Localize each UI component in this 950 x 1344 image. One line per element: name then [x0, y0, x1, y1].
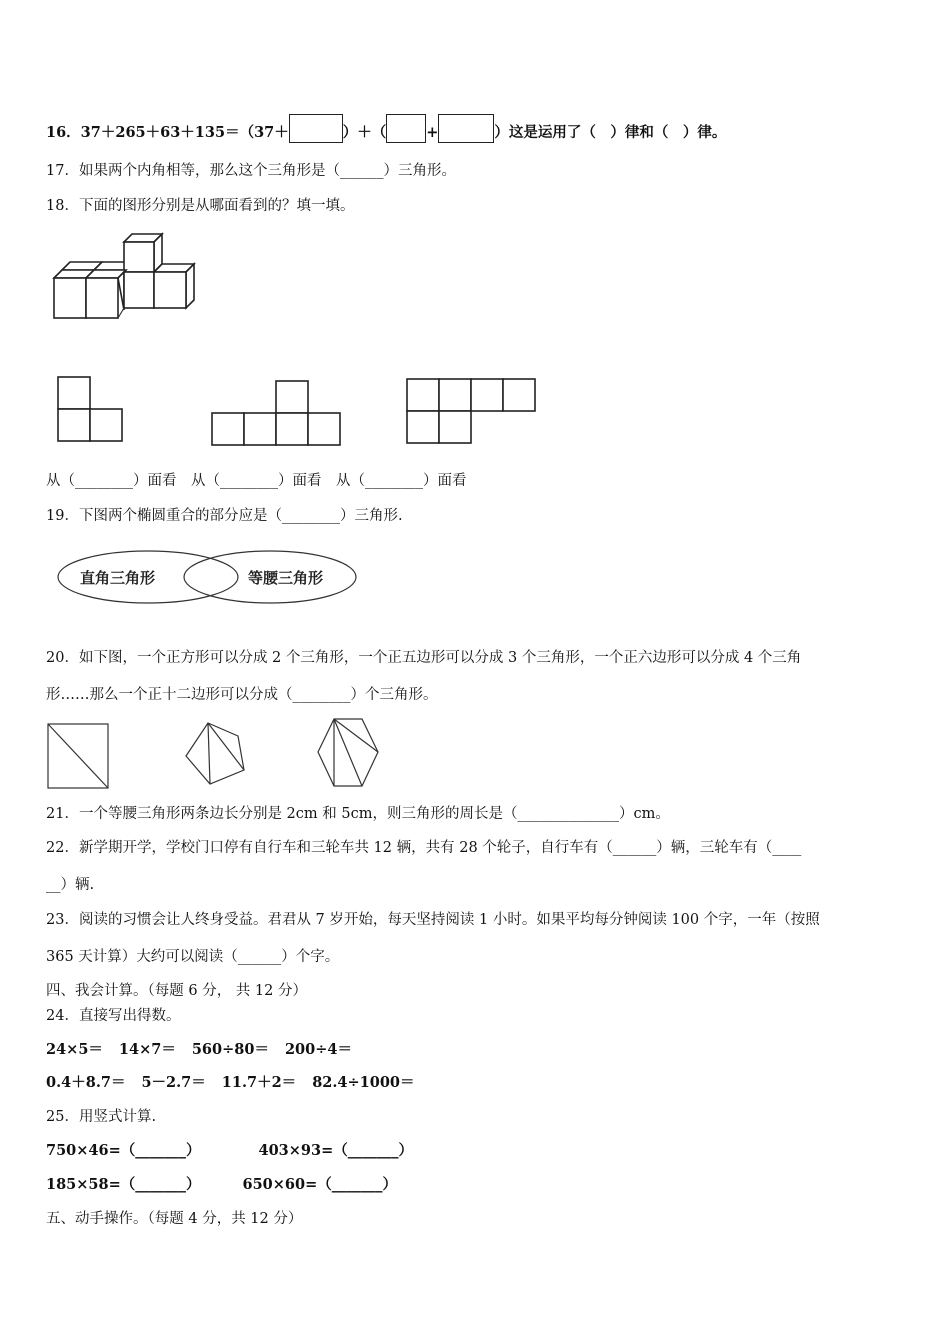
q24-item: 82.4÷1000＝ — [312, 1074, 415, 1091]
q25-item: 750×46=（_______） — [46, 1142, 201, 1159]
ellipse-label-left: 直角三角形 — [80, 569, 156, 587]
q16-prefix: 16．37＋265＋63＋135＝（37＋ — [46, 124, 289, 141]
question-18: 18．下面的图形分别是从哪面看到的？填一填。 — [46, 198, 355, 214]
venn-ellipses — [58, 548, 368, 608]
q24-item: 0.4＋8.7＝ — [46, 1074, 126, 1091]
view-figure-3 — [405, 377, 540, 447]
answer-box-1[interactable] — [289, 114, 343, 143]
cube-stack-figure — [50, 230, 210, 330]
hexagon-divided-figure — [312, 716, 382, 791]
question-23-line1: 23．阅读的习惯会让人终身受益。君君从 7 岁开始，每天坚持阅读 1 小时。如果平均每分钟阅读 100 个字，一年（按照 — [46, 912, 820, 928]
section-4-heading: 四、我会计算。（每题 6 分， 共 12 分） — [46, 983, 307, 999]
question-24-title: 24．直接写出得数。 — [46, 1008, 181, 1024]
q25-item: 403×93=（_______） — [258, 1142, 413, 1159]
question-25-title: 25．用竖式计算. — [46, 1109, 157, 1125]
q24-row-2 — [46, 1073, 415, 1093]
q16-plus: + — [426, 124, 439, 141]
q24-item: 200÷4＝ — [284, 1041, 352, 1058]
pentagon-divided-figure — [180, 720, 250, 790]
question-21: 21．一个等腰三角形两条边长分别是 2cm 和 5cm，则三角形的周长是（______________）cm。 — [46, 806, 670, 822]
q18-answers: 从（________）面看 从（________）面看 从（________）面看 — [46, 473, 467, 489]
q25-item: 185×58=（_______） — [46, 1176, 201, 1193]
view-figure-1 — [56, 375, 126, 445]
question-23-line2: 365 天计算）大约可以阅读（______）个字。 — [46, 949, 340, 965]
q24-item: 11.7＋2＝ — [221, 1074, 297, 1091]
question-22-line2: __）辆. — [46, 877, 95, 893]
section-5-heading: 五、动手操作。（每题 4 分，共 12 分） — [46, 1211, 303, 1227]
q25-row-2 — [46, 1175, 397, 1195]
question-19: 19．下图两个椭圆重合的部分应是（________）三角形. — [46, 508, 403, 524]
answer-box-2[interactable] — [386, 114, 426, 143]
q25-row-1 — [46, 1141, 413, 1161]
question-20-line1: 20．如下图，一个正方形可以分成 2 个三角形，一个正五边形可以分成 3 个三角形，一个正六边形可以分成 4 个三角 — [46, 650, 802, 666]
q24-item: 560÷80＝ — [191, 1041, 269, 1058]
question-17: 17．如果两个内角相等，那么这个三角形是（______）三角形。 — [46, 163, 456, 179]
q24-item: 5－2.7＝ — [141, 1074, 206, 1091]
answer-box-3[interactable] — [438, 114, 494, 143]
ellipse-label-right: 等腰三角形 — [248, 569, 324, 587]
view-figure-2 — [210, 379, 345, 449]
square-divided-figure — [46, 722, 112, 792]
question-16 — [46, 114, 726, 143]
question-22-line1: 22．新学期开学，学校门口停有自行车和三轮车共 12 辆，共有 28 个轮子，自行车有（______）辆，三轮车有（____ — [46, 840, 802, 856]
q16-suffix: ）这是运用了（ ）律和（ ）律。 — [494, 124, 727, 141]
q25-item: 650×60=（_______） — [242, 1176, 397, 1193]
q24-item: 24×5＝ — [46, 1041, 103, 1058]
q24-row-1 — [46, 1040, 352, 1060]
q16-mid: ）＋（ — [342, 124, 387, 141]
q24-item: 14×7＝ — [118, 1041, 176, 1058]
question-20-line2: 形……那么一个正十二边形可以分成（________）个三角形。 — [46, 687, 438, 703]
